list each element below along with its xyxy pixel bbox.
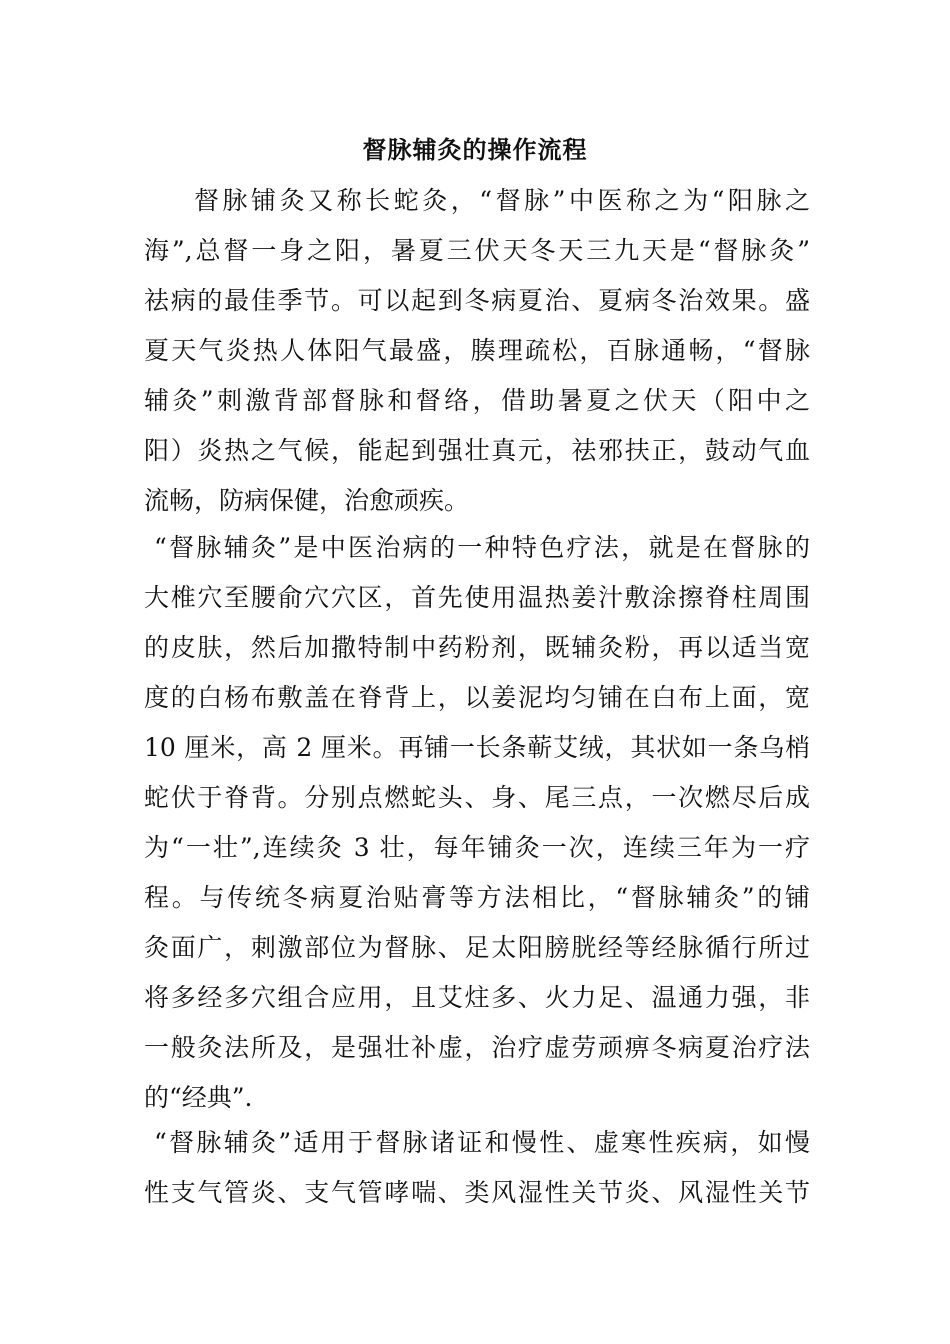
- text-line: 10 厘米，高 2 厘米。再铺一长条蕲艾绒，其状如一条乌梢: [144, 733, 810, 762]
- text-line: 夏天气炎热人体阳气最盛，腠理疏松，百脉通畅，“督脉: [144, 336, 810, 365]
- text-line: 阳）炎热之气候，能起到强壮真元，祛邪扶正，鼓动气血: [144, 436, 810, 465]
- text-line: 程。与传统冬病夏治贴膏等方法相比，“督脉辅灸”的铺: [144, 883, 810, 912]
- paragraph-2: [144, 523, 810, 1123]
- text-line: 流畅，防病保健，治愈顽疾。: [144, 486, 470, 515]
- text-line: 将多经多穴组合应用，且艾炷多、火力足、温通力强，非: [144, 983, 810, 1012]
- text-line: 度的白杨布敷盖在脊背上，以姜泥均匀铺在白布上面，宽: [144, 683, 810, 712]
- text-line: 为“一壮”,连续灸 3 壮，每年铺灸一次，连续三年为一疗: [144, 833, 810, 862]
- paragraph-1: [144, 176, 810, 526]
- text-line: “督脉辅灸”是中医治病的一种特色疗法，就是在督脉的: [154, 533, 810, 562]
- text-line: 的“经典”.: [144, 1083, 253, 1112]
- document-title: 督脉辅灸的操作流程: [362, 135, 588, 164]
- text-line: 灸面广，刺激部位为督脉、足太阳膀胱经等经脉循行所过: [144, 933, 810, 962]
- text-line: 辅灸”刺激背部督脉和督络，借助暑夏之伏天（阳中之: [144, 386, 810, 415]
- text-line: 祛病的最佳季节。可以起到冬病夏治、夏病冬治效果。盛: [144, 286, 810, 315]
- text-line: 的皮肤，然后加撒特制中药粉剂，既辅灸粉，再以适当宽: [144, 633, 810, 662]
- text-line: 海”,总督一身之阳，暑夏三伏天冬天三九天是“督脉灸”: [144, 236, 810, 265]
- text-line: 蛇伏于脊背。分别点燃蛇头、身、尾三点，一次燃尽后成: [144, 783, 810, 812]
- text-line: 大椎穴至腰俞穴穴区，首先使用温热姜汁敷涂擦脊柱周围: [144, 583, 810, 612]
- text-line: 一般灸法所及，是强壮补虚，治疗虚劳顽痹冬病夏治疗法: [144, 1033, 810, 1062]
- text-line: 性支气管炎、支气管哮喘、类风湿性关节炎、风湿性关节: [144, 1178, 810, 1207]
- text-line: “督脉辅灸”适用于督脉诸证和慢性、虚寒性疾病，如慢: [154, 1128, 810, 1157]
- paragraph-3: [144, 1118, 810, 1218]
- text-line: 督脉铺灸又称长蛇灸，“督脉”中医称之为“阳脉之: [194, 186, 810, 215]
